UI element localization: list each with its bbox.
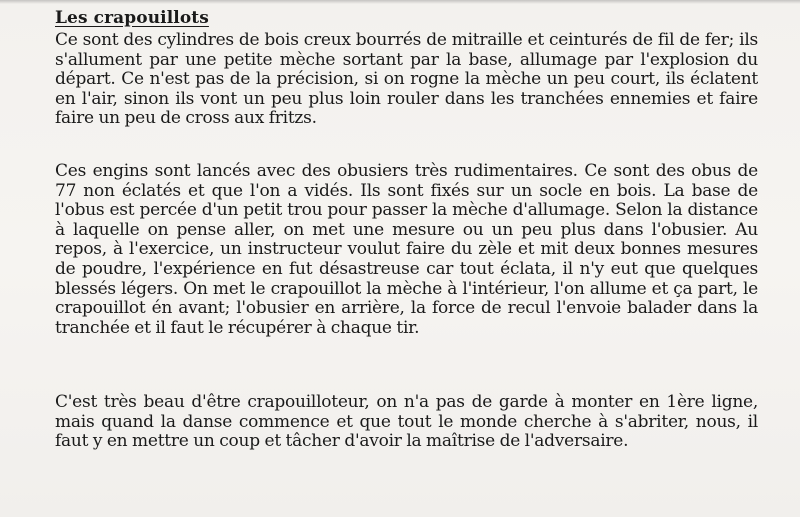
paragraph-1: Ce sont des cylindres de bois creux bourrés de mitraille et ceinturés de fil de fer; ils s'allument par une petite mèche sortant par la base, allumage par l'explosion du départ. Ce n'est pas de la précision, si on rogne la mèche un peu court, ils éclatent en l'air, sinon ils vont un peu plus loin rouler dans les tranchées ennemies et faire faire un peu de cross aux fritzs. — [55, 30, 758, 129]
section-heading: Les crapouillots — [55, 8, 209, 28]
paragraph-3: C'est très beau d'être crapouilloteur, on n'a pas de garde à monter en 1ère ligne, mais quand la danse commence et que tout le monde cherche à s'abriter, nous, il faut y en mettre un coup et tâcher d'avoir la maîtrise de l'adversaire. — [55, 392, 758, 452]
paragraph-2: Ces engins sont lancés avec des obusiers très rudimentaires. Ce sont des obus de 77 non éclatés et que l'on a vidés. Ils sont fixés sur un socle en bois. La base de l'obus est percée d'un petit trou pour passer la mèche d'allumage. Selon la distance à laquelle on pense aller, on met une mesure ou un peu plus dans l'obusier. Au repos, à l'exercice, un instructeur voulut faire du zèle et mit deux bonnes mesures de poudre, l'expérience en fut désastreuse car tout éclata, il n'y eut que quelques blessés légers. On met le crapouillot la mèche à l'intérieur, l'on allume et ça part, le crapouillot én avant; l'obusier en arrière, la force de recul l'envoie balader dans la tranchée et il faut le récupérer à chaque tir. — [55, 161, 758, 338]
page-top-edge — [0, 0, 800, 4]
